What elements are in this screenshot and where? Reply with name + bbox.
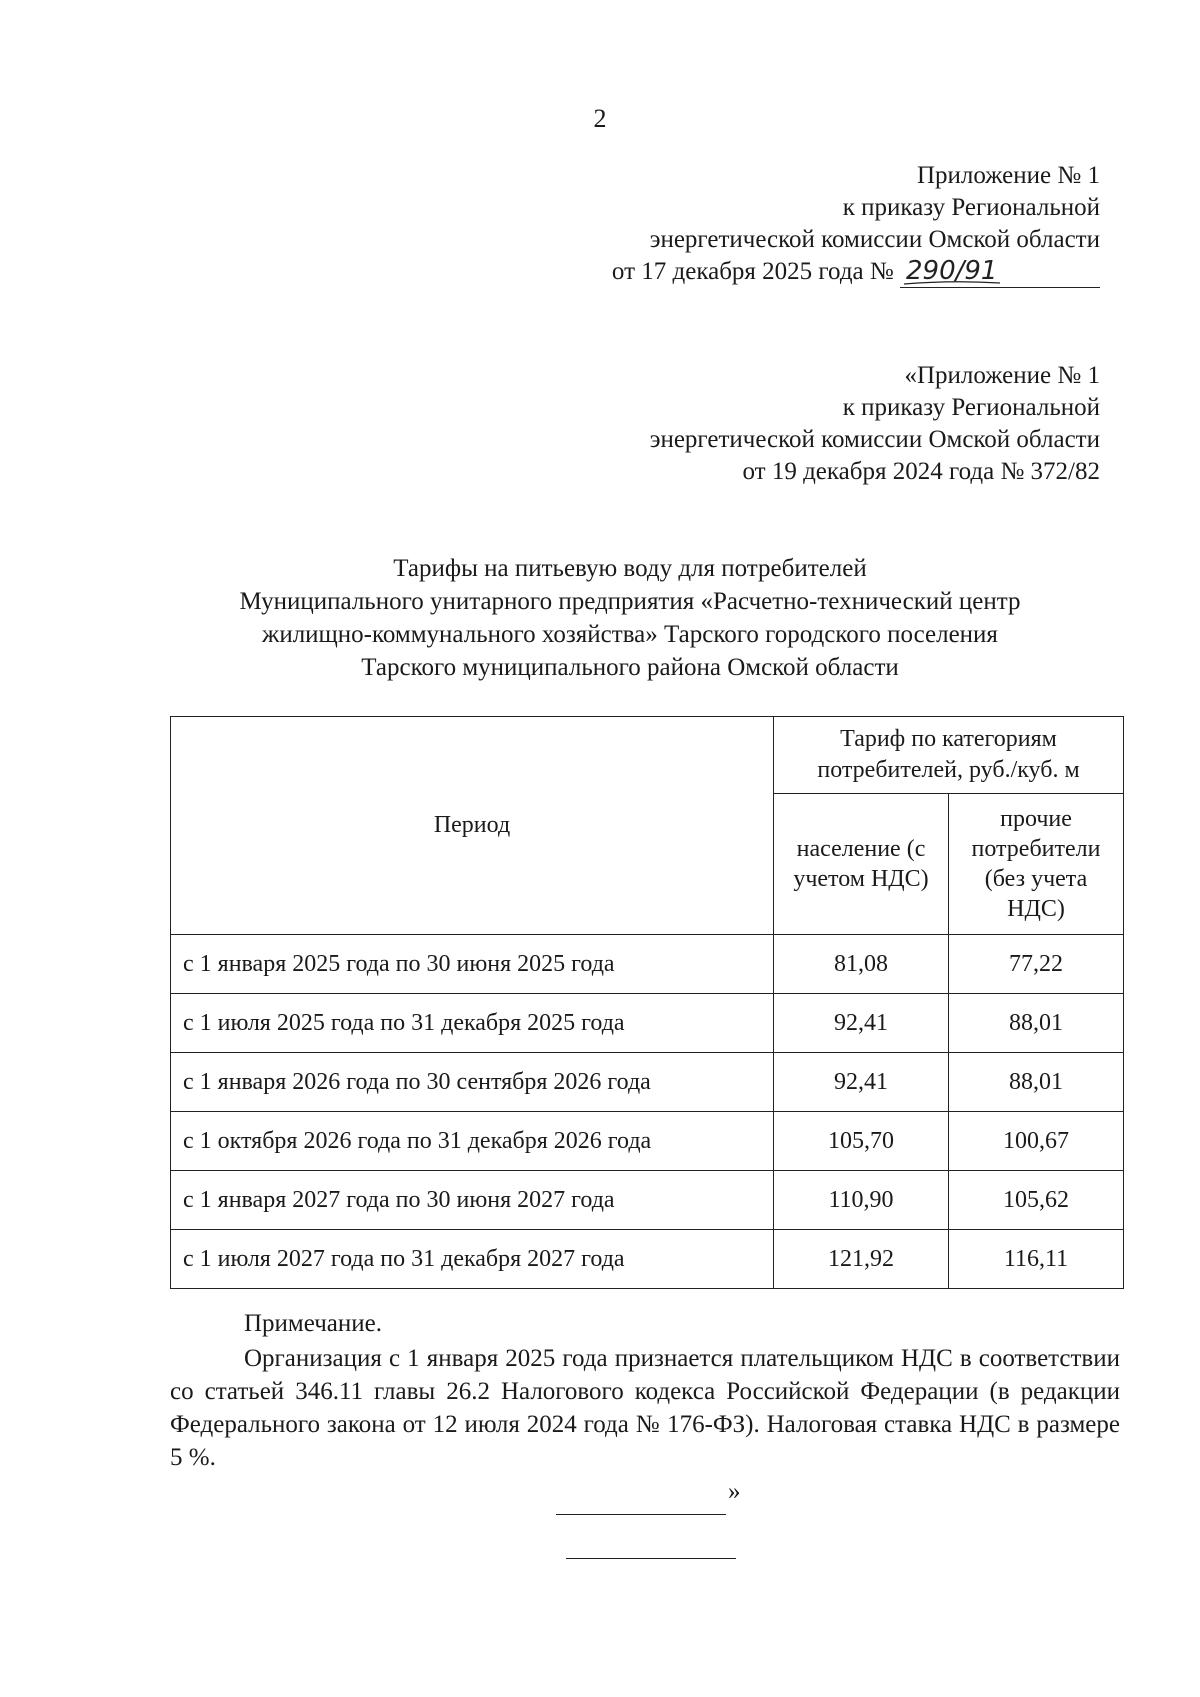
row-population-tariff: 105,70 — [774, 1112, 949, 1171]
header-others: прочие потребители (без учета НДС) — [949, 794, 1124, 935]
page-number: 2 — [593, 104, 607, 133]
annex-current-date: от 17 декабря 2025 года № — [611, 258, 894, 285]
row-population-tariff: 92,41 — [774, 1053, 949, 1112]
title-line1: Тарифы на питьевую воду для потребителей — [393, 555, 867, 582]
header-period: Период — [171, 717, 774, 935]
row-others-tariff: 88,01 — [949, 1053, 1124, 1112]
annex-current-line1: Приложение № 1 — [916, 162, 1100, 189]
header-tariff-group: Тариф по категориям потребителей, руб./куб. м — [774, 717, 1124, 794]
annex-current-line4 — [612, 256, 1100, 288]
table-row — [171, 1230, 1124, 1289]
annex-previous-line2: к приказу Региональной — [842, 394, 1100, 421]
header-population: население (с учетом НДС) — [774, 794, 949, 935]
row-period: с 1 января 2025 года по 30 июня 2025 года — [171, 935, 774, 994]
row-others-tariff: 105,62 — [949, 1171, 1124, 1230]
row-others-tariff: 77,22 — [949, 935, 1124, 994]
note-text: Организация с 1 января 2025 года признается плательщиком НДС в соответствии со статьей 346.11 главы 26.2 Налогового кодекса Российской Федерации (в редакции Федерального закона от 12 июля 2024 года № 176-ФЗ). Налоговая ставка НДС в размере 5 %. — [170, 1345, 1120, 1471]
note-label: Примечание. — [244, 1310, 383, 1337]
handwritten-number-drawing — [902, 253, 1042, 293]
closing-line-second — [566, 1528, 736, 1559]
annex-previous-line4: от 19 декабря 2024 года № 372/82 — [742, 458, 1100, 485]
row-population-tariff: 81,08 — [774, 935, 949, 994]
document-title — [160, 552, 1100, 684]
title-line4: Тарского муниципального района Омской области — [361, 654, 899, 681]
row-population-tariff: 110,90 — [774, 1171, 949, 1230]
table-row — [171, 1112, 1124, 1171]
annex-current-header — [612, 160, 1100, 288]
row-population-tariff: 92,41 — [774, 994, 949, 1053]
row-period: с 1 октября 2026 года по 31 декабря 2026 года — [171, 1112, 774, 1171]
annex-current-line2: к приказу Региональной — [842, 194, 1100, 221]
row-others-tariff: 116,11 — [949, 1230, 1124, 1289]
annex-previous-line3: энергетической комиссии Омской области — [649, 426, 1100, 453]
row-others-tariff: 88,01 — [949, 994, 1124, 1053]
row-population-tariff: 121,92 — [774, 1230, 949, 1289]
tariff-table — [170, 716, 1124, 1289]
table-row — [171, 994, 1124, 1053]
annex-previous-header — [650, 360, 1100, 488]
title-line2: Муниципального унитарного предприятия «Расчетно-технический центр — [239, 588, 1021, 615]
handwritten-number-text: 290/91 — [906, 256, 998, 286]
row-period: с 1 января 2027 года по 30 июня 2027 года — [171, 1171, 774, 1230]
row-period: с 1 января 2026 года по 30 сентября 2026 года — [171, 1053, 774, 1112]
handwritten-order-number — [900, 257, 1100, 288]
table-row — [171, 935, 1124, 994]
closing-line — [556, 1484, 726, 1515]
annex-previous-line1: «Приложение № 1 — [904, 362, 1100, 389]
table-row — [171, 1171, 1124, 1230]
table-row — [171, 1053, 1124, 1112]
row-period: с 1 июля 2027 года по 31 декабря 2027 года — [171, 1230, 774, 1289]
row-period: с 1 июля 2025 года по 31 декабря 2025 года — [171, 994, 774, 1053]
closing-quote: » — [728, 1478, 741, 1505]
title-line3: жилищно-коммунального хозяйства» Тарского городского поселения — [262, 621, 998, 648]
annex-current-line3: энергетической комиссии Омской области — [649, 226, 1100, 253]
row-others-tariff: 100,67 — [949, 1112, 1124, 1171]
